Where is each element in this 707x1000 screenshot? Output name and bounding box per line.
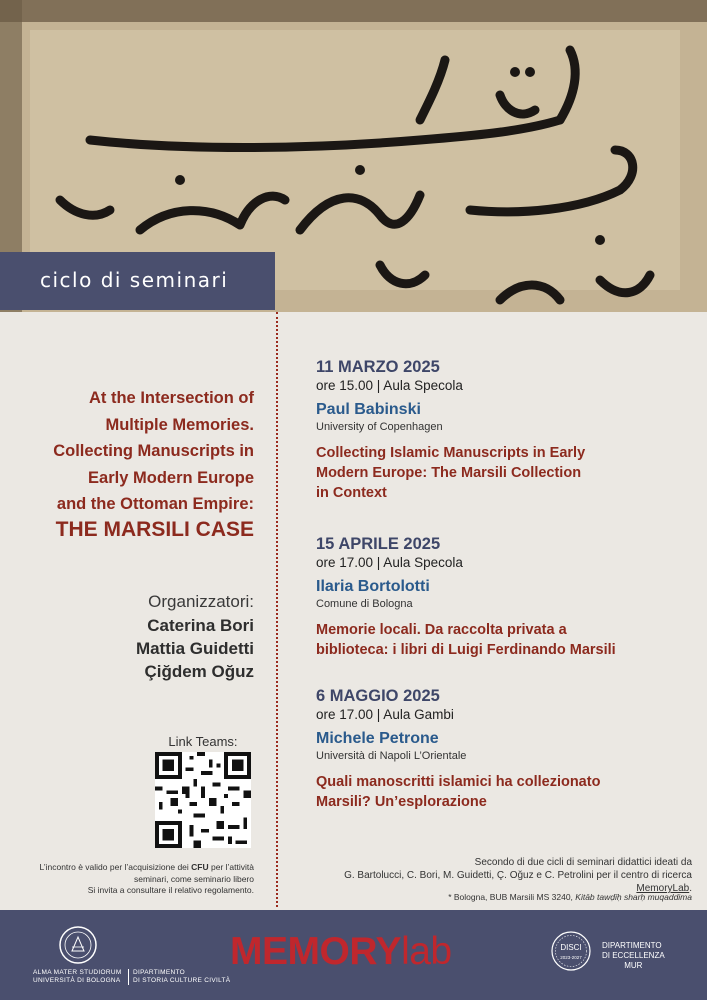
unibo-seal-icon — [58, 925, 98, 965]
teams-qr-code[interactable] — [155, 752, 251, 848]
disci-years: 2023-2027 — [560, 955, 582, 960]
department-name — [128, 969, 230, 985]
series-title-line: and the Ottoman Empire: — [56, 495, 254, 513]
column-divider — [276, 312, 278, 907]
talk-line: Modern Europe: The Marsili Collection — [316, 465, 582, 481]
event-affiliation: Comune di Bologna — [316, 598, 413, 610]
unibo-line: ALMA MATER STUDIORUM — [33, 969, 122, 976]
talk-line: in Context — [316, 485, 387, 501]
disci-badge — [550, 930, 592, 972]
cfu-note-line1 — [0, 862, 254, 874]
excellence-label — [602, 941, 665, 971]
event-time: ore 17.00 | Aula Gambi — [316, 707, 454, 722]
cfu-note-bold: CFU — [191, 862, 209, 872]
memorylab-logo — [230, 930, 452, 974]
excellence-line: DIPARTIMENTO — [602, 941, 662, 950]
event-time: ore 17.00 | Aula Specola — [316, 555, 463, 570]
event-talk-title — [316, 772, 696, 812]
memorylab-logo-sub: lab — [401, 930, 452, 973]
image-source-title: Kitāb tawḍīḥ sharḥ muqaddima — [575, 892, 692, 902]
series-title — [0, 385, 254, 518]
excellence-line: DI ECCELLENZA — [602, 951, 665, 960]
series-banner — [0, 252, 275, 310]
banner-label: ciclo di seminari — [40, 268, 229, 292]
image-source-prefix: * Bologna, BUB Marsili MS 3240, — [448, 892, 576, 902]
organizers-list — [0, 614, 254, 683]
image-source-note — [292, 892, 692, 902]
teams-label: Link Teams: — [168, 734, 238, 749]
series-title-line: At the Intersection of — [88, 389, 254, 407]
event-2 — [316, 535, 696, 660]
credits-line1: Secondo di due cicli di seminari didattici ideati da — [474, 857, 692, 868]
series-title-line: Collecting Manuscripts in — [53, 442, 254, 460]
unibo-name — [33, 969, 122, 985]
department-line: DIPARTIMENTO — [133, 969, 185, 976]
event-speaker: Paul Babinski — [316, 401, 421, 418]
disci-label: DISCI — [560, 943, 582, 952]
credits-text: . — [689, 883, 692, 894]
event-affiliation: University of Copenhagen — [316, 421, 443, 433]
event-time: ore 15.00 | Aula Specola — [316, 378, 463, 393]
event-date: 11 MARZO 2025 — [316, 358, 440, 376]
credits-note — [292, 856, 692, 895]
series-title-line: Early Modern Europe — [88, 468, 254, 487]
talk-line: Quali manoscritti islamici ha collezionato — [316, 774, 601, 790]
memorylab-link[interactable]: MemoryLab — [636, 883, 690, 894]
organizer-name: Mattia Guidetti — [135, 639, 254, 658]
case-title: THE MARSILI CASE — [55, 518, 254, 541]
organizer-name: Çiğdem Oğuz — [144, 662, 254, 681]
cfu-note-line3: Si invita a consultare il relativo regolamento. — [87, 885, 254, 895]
organizer-name: Caterina Bori — [147, 616, 254, 635]
memorylab-logo-main: MEMORY — [230, 930, 402, 973]
event-speaker: Ilaria Bortolotti — [316, 578, 430, 595]
series-title-line: Multiple Memories. — [105, 415, 254, 434]
cfu-note-text: per l’attività — [208, 862, 254, 872]
excellence-line: MUR — [624, 961, 643, 970]
event-3 — [316, 687, 696, 812]
cfu-note-text: L’incontro è valido per l’acquisizione dei — [39, 862, 192, 872]
cfu-note-line2: seminari, come seminario libero — [134, 873, 254, 884]
talk-line: Memorie locali. Da raccolta privata a — [316, 622, 567, 638]
event-talk-title — [316, 443, 696, 503]
event-date: 15 APRILE 2025 — [316, 535, 441, 553]
event-speaker: Michele Petrone — [316, 730, 439, 747]
unibo-line: UNIVERSITÀ DI BOLOGNA — [33, 977, 121, 984]
event-talk-title — [316, 620, 696, 660]
talk-line: biblioteca: i libri di Luigi Ferdinando Marsili — [316, 642, 616, 658]
event-1 — [316, 358, 696, 503]
talk-line: Marsili? Un’esplorazione — [316, 794, 487, 810]
credits-text: G. Bartolucci, C. Bori, M. Guidetti, Ç. Oğuz e C. Petrolini per il centro di ricerca — [344, 870, 692, 881]
organizers-label: Organizzatori: — [148, 592, 254, 611]
department-line: DI STORIA CULTURE CIVILTÀ — [133, 977, 231, 984]
cfu-note — [0, 862, 254, 897]
talk-line: Collecting Islamic Manuscripts in Early — [316, 445, 586, 461]
event-affiliation: Università di Napoli L’Orientale — [316, 750, 467, 762]
event-date: 6 MAGGIO 2025 — [316, 687, 440, 705]
